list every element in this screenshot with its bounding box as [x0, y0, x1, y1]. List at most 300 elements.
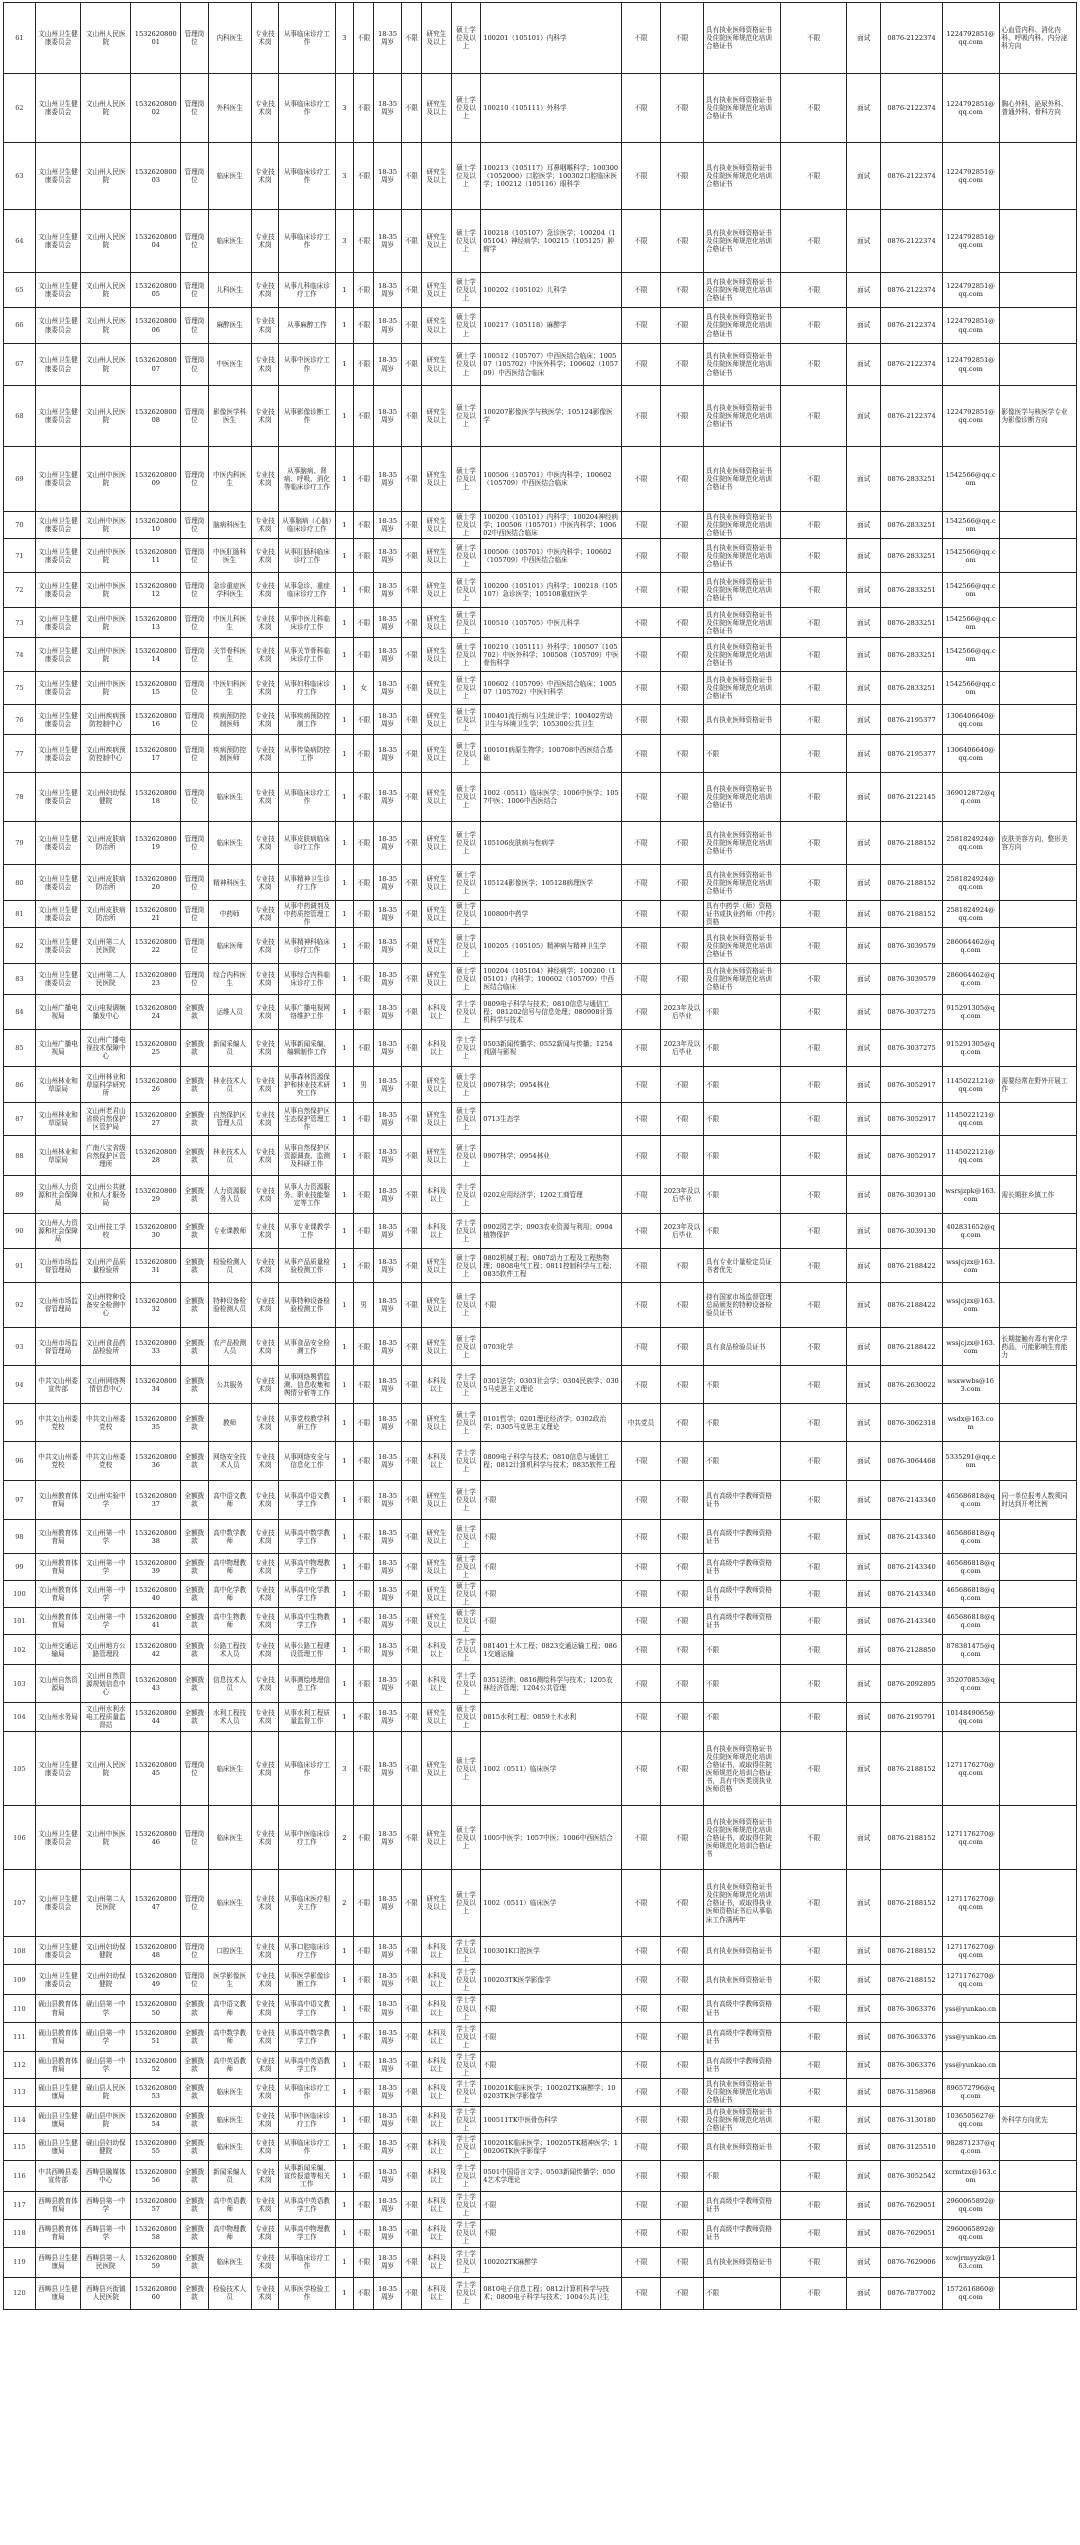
cell-headcount: 1 [335, 573, 353, 608]
cell-ethnicity: 不限 [401, 74, 421, 143]
cell-major: 100301K口腔医学 [481, 1937, 622, 1965]
cell-phone: 0876-2122374 [881, 386, 942, 447]
cell-origin: 不限 [781, 1554, 847, 1581]
cell-headcount: 1 [335, 1995, 353, 2022]
cell-duties: 从事中医临床诊疗工作 [278, 1806, 335, 1870]
cell-exam-type: 面试 [847, 928, 881, 964]
cell-row-number: 78 [4, 773, 36, 822]
cell-origin: 不限 [781, 308, 847, 344]
cell-age: 18-35周岁 [374, 1442, 401, 1481]
cell-other: 不限 [660, 901, 703, 928]
cell-gender: 不限 [353, 1870, 373, 1937]
cell-phone: 0876-2833251 [881, 672, 942, 705]
cell-gender: 不限 [353, 210, 373, 273]
cell-remarks [999, 865, 1076, 901]
cell-political-status: 不限 [622, 2277, 661, 2309]
cell-political-status: 不限 [622, 1283, 661, 1328]
cell-position-name: 教师 [208, 1404, 251, 1442]
cell-other: 不限 [660, 2219, 703, 2247]
cell-email: 1542566@qq.com [942, 512, 999, 539]
cell-department: 砚山县卫生健康局 [35, 2106, 80, 2133]
cell-other: 不限 [660, 447, 703, 512]
cell-department: 中共文山州委宣传部 [35, 1366, 80, 1404]
cell-remarks [999, 273, 1076, 308]
cell-employer: 文山州疾病预防控制中心 [81, 735, 131, 773]
cell-duties: 从事临床诊疗工作 [278, 143, 335, 210]
cell-duties: 从事特种设备检验检测工作 [278, 1283, 335, 1328]
cell-position-name: 中医妇科医生 [208, 672, 251, 705]
cell-duties: 从事精神科临床诊疗工作 [278, 928, 335, 964]
cell-age: 18-35周岁 [374, 773, 401, 822]
cell-age: 18-35周岁 [374, 539, 401, 573]
cell-position-name: 运维人员 [208, 995, 251, 1030]
cell-email: yss@yunkao.cn [942, 1995, 999, 2022]
cell-phone: 0876-2188152 [881, 822, 942, 865]
cell-position-code: 153262080028 [131, 1136, 181, 1176]
cell-row-number: 70 [4, 512, 36, 539]
cell-position-name: 疾病预防控制医师 [208, 735, 251, 773]
cell-remarks [999, 344, 1076, 386]
cell-funding-type: 全额拨款 [181, 2247, 208, 2277]
cell-position-code: 153262080034 [131, 1366, 181, 1404]
cell-email: 1145022121@qq.com [942, 1067, 999, 1103]
cell-email: xcrmtzx@163.com [942, 2160, 999, 2191]
cell-employer: 文山州第一中学 [81, 1554, 131, 1581]
cell-remarks [999, 1249, 1076, 1283]
cell-department: 文山州人力资源和社会保障局 [35, 1214, 80, 1249]
cell-position-nature: 专业技术岗 [251, 2051, 278, 2078]
cell-age: 18-35周岁 [374, 74, 401, 143]
cell-exam-type: 面试 [847, 964, 881, 995]
cell-funding-type: 全额拨款 [181, 1665, 208, 1703]
cell-ethnicity: 不限 [401, 608, 421, 638]
cell-political-status: 不限 [622, 865, 661, 901]
cell-department: 文山州教育体育局 [35, 1481, 80, 1520]
cell-email: wsxwwbs@163.com [942, 1366, 999, 1404]
cell-position-name: 高中语文教师 [208, 1481, 251, 1520]
table-row [4, 2191, 1077, 2219]
cell-headcount: 1 [335, 1249, 353, 1283]
cell-position-code: 153262080054 [131, 2106, 181, 2133]
cell-position-code: 153262080033 [131, 1328, 181, 1366]
cell-remarks [999, 447, 1076, 512]
cell-duties: 从事高中化学教学工作 [278, 1581, 335, 1608]
cell-phone: 0876-3158968 [881, 2078, 942, 2106]
cell-gender: 不限 [353, 1030, 373, 1067]
cell-gender: 不限 [353, 865, 373, 901]
cell-duties: 从事测绘地理信息工作 [278, 1665, 335, 1703]
cell-position-name: 水利工程技术人员 [208, 1703, 251, 1732]
cell-employer: 文山州人民医院 [81, 273, 131, 308]
cell-email: 1036505627@qq.com [942, 2106, 999, 2133]
cell-position-name: 高中数学教师 [208, 2022, 251, 2051]
cell-education: 研究生及以上 [422, 1283, 452, 1328]
cell-funding-type: 管理岗位 [181, 1965, 208, 1995]
cell-qualifications: 具有执业医师资格证书及住院医师规范化培训合格证书，或取得住院医师规范化培训合格证书，具有中医类别执业医师资格 [704, 1732, 781, 1806]
cell-exam-type: 面试 [847, 1030, 881, 1067]
cell-origin: 不限 [781, 143, 847, 210]
cell-duties: 从事临床诊疗工作 [278, 773, 335, 822]
cell-exam-type: 面试 [847, 672, 881, 705]
cell-position-name: 新闻采编人员 [208, 2160, 251, 2191]
cell-exam-type: 面试 [847, 74, 881, 143]
cell-email: 1145022121@qq.com [942, 1136, 999, 1176]
cell-political-status: 不限 [622, 1806, 661, 1870]
cell-political-status: 不限 [622, 1995, 661, 2022]
cell-position-nature: 专业技术岗 [251, 344, 278, 386]
cell-headcount: 1 [335, 1581, 353, 1608]
cell-major: 0902园艺学；0903农业资源与利用；0904植物保护 [481, 1214, 622, 1249]
cell-major: 100506（105701）中医内科学；100602（105709）中西医结合临床 [481, 539, 622, 573]
cell-qualifications: 不限 [704, 1067, 781, 1103]
cell-duties: 从事皮肤病临床诊疗工作 [278, 822, 335, 865]
cell-position-name: 外科医生 [208, 74, 251, 143]
cell-age: 18-35周岁 [374, 308, 401, 344]
cell-position-nature: 专业技术岗 [251, 1214, 278, 1249]
cell-headcount: 1 [335, 1283, 353, 1328]
cell-political-status: 不限 [622, 2160, 661, 2191]
cell-major: 100210（105111）外科学；100507（105702）中医外科学；100508（105709）中医骨伤科学 [481, 638, 622, 672]
cell-row-number: 66 [4, 308, 36, 344]
cell-phone: 0876-3062318 [881, 1404, 942, 1442]
cell-phone: 0876-2143340 [881, 1608, 942, 1635]
cell-other: 不限 [660, 2022, 703, 2051]
cell-position-name: 网络安全技术人员 [208, 1442, 251, 1481]
cell-degree: 学士学位及以上 [451, 2133, 481, 2160]
cell-qualifications: 不限 [704, 1665, 781, 1703]
cell-email: 1224792851@qq.com [942, 210, 999, 273]
cell-degree: 学士学位及以上 [451, 1442, 481, 1481]
cell-funding-type: 全额拨款 [181, 1703, 208, 1732]
cell-position-name: 麻醉医生 [208, 308, 251, 344]
cell-remarks [999, 638, 1076, 672]
cell-degree: 硕士学位及以上 [451, 705, 481, 735]
cell-exam-type: 面试 [847, 1870, 881, 1937]
cell-employer: 文山州第一中学 [81, 1520, 131, 1554]
cell-exam-type: 面试 [847, 773, 881, 822]
cell-education: 本科及以上 [422, 1965, 452, 1995]
cell-headcount: 1 [335, 386, 353, 447]
cell-position-code: 153262080048 [131, 1937, 181, 1965]
cell-ethnicity: 不限 [401, 573, 421, 608]
cell-position-nature: 专业技术岗 [251, 1665, 278, 1703]
cell-position-nature: 专业技术岗 [251, 386, 278, 447]
cell-exam-type: 面试 [847, 447, 881, 512]
cell-degree: 学士学位及以上 [451, 2219, 481, 2247]
cell-phone: 0876-3039130 [881, 1214, 942, 1249]
cell-remarks [999, 512, 1076, 539]
cell-gender: 不限 [353, 1995, 373, 2022]
cell-age: 18-35周岁 [374, 705, 401, 735]
cell-qualifications: 具有执业医师资格证书 [704, 1965, 781, 1995]
cell-funding-type: 管理岗位 [181, 308, 208, 344]
cell-position-code: 153262080045 [131, 1732, 181, 1806]
cell-exam-type: 面试 [847, 901, 881, 928]
cell-funding-type: 管理岗位 [181, 143, 208, 210]
cell-education: 研究生及以上 [422, 964, 452, 995]
cell-ethnicity: 不限 [401, 1283, 421, 1328]
cell-position-code: 153262080025 [131, 1030, 181, 1067]
table-row [4, 735, 1077, 773]
cell-employer: 砚山县中医医院 [81, 2106, 131, 2133]
cell-phone: 0876-3130180 [881, 2106, 942, 2133]
cell-origin: 不限 [781, 2191, 847, 2219]
cell-political-status: 不限 [622, 1176, 661, 1214]
table-row [4, 1328, 1077, 1366]
cell-position-nature: 专业技术岗 [251, 1249, 278, 1283]
cell-duties: 从事中医诊疗工作 [278, 344, 335, 386]
cell-exam-type: 面试 [847, 1937, 881, 1965]
cell-qualifications: 具有执业医师资格证书 [704, 1937, 781, 1965]
cell-degree: 硕士学位及以上 [451, 573, 481, 608]
cell-origin: 不限 [781, 1249, 847, 1283]
cell-employer: 文山州中医医院 [81, 672, 131, 705]
cell-gender: 男 [353, 1283, 373, 1328]
cell-email: 465686818@qq.com [942, 1520, 999, 1554]
cell-employer: 文山州中医医院 [81, 573, 131, 608]
cell-email: 1224792851@qq.com [942, 344, 999, 386]
cell-origin: 不限 [781, 638, 847, 672]
cell-position-nature: 专业技术岗 [251, 1732, 278, 1806]
cell-email: 1224792851@qq.com [942, 386, 999, 447]
cell-remarks [999, 2133, 1076, 2160]
cell-email: 1306406640@qq.com [942, 735, 999, 773]
cell-position-nature: 专业技术岗 [251, 1030, 278, 1067]
cell-degree: 硕士学位及以上 [451, 822, 481, 865]
cell-position-code: 153262080020 [131, 865, 181, 901]
cell-major: 100202（105102）儿科学 [481, 273, 622, 308]
cell-ethnicity: 不限 [401, 2277, 421, 2309]
cell-ethnicity: 不限 [401, 1176, 421, 1214]
cell-headcount: 1 [335, 1404, 353, 1442]
cell-gender: 不限 [353, 1608, 373, 1635]
cell-gender: 不限 [353, 1404, 373, 1442]
cell-exam-type: 面试 [847, 1442, 881, 1481]
cell-gender: 不限 [353, 1442, 373, 1481]
cell-ethnicity: 不限 [401, 1404, 421, 1442]
cell-phone: 0876-2143340 [881, 1520, 942, 1554]
cell-row-number: 69 [4, 447, 36, 512]
cell-major: 不限 [481, 1581, 622, 1608]
cell-row-number: 74 [4, 638, 36, 672]
cell-position-code: 153262080013 [131, 608, 181, 638]
cell-email: 465686818@qq.com [942, 1581, 999, 1608]
cell-qualifications: 具有执业医师资格证书及住院医师规范化培训合格证书 [704, 573, 781, 608]
cell-funding-type: 全额拨款 [181, 2191, 208, 2219]
cell-email: 465686818@qq.com [942, 1608, 999, 1635]
cell-ethnicity: 不限 [401, 735, 421, 773]
cell-headcount: 1 [335, 1214, 353, 1249]
cell-degree: 硕士学位及以上 [451, 143, 481, 210]
cell-exam-type: 面试 [847, 1136, 881, 1176]
cell-qualifications: 不限 [704, 1030, 781, 1067]
cell-remarks: 影像医学与核医学专业为影像诊断方向 [999, 386, 1076, 447]
cell-row-number: 90 [4, 1214, 36, 1249]
cell-origin: 不限 [781, 928, 847, 964]
cell-duties: 从事公路工程建设管理工作 [278, 1635, 335, 1665]
cell-phone: 0876-2188152 [881, 865, 942, 901]
cell-remarks [999, 2051, 1076, 2078]
cell-major: 100201K临床医学；100202TK麻醉学；100203TK医学影像学 [481, 2078, 622, 2106]
cell-row-number: 88 [4, 1136, 36, 1176]
cell-major: 100213（105117）耳鼻咽喉科学；100300（1052000）口腔医学；100302口腔临床医学；100212（105116）眼科学 [481, 143, 622, 210]
cell-major: 不限 [481, 1554, 622, 1581]
cell-employer: 广南八宝省级自然保护区管理所 [81, 1136, 131, 1176]
cell-degree: 硕士学位及以上 [451, 1067, 481, 1103]
cell-row-number: 105 [4, 1732, 36, 1806]
cell-ethnicity: 不限 [401, 1520, 421, 1554]
cell-headcount: 1 [335, 964, 353, 995]
table-row [4, 1214, 1077, 1249]
cell-headcount: 1 [335, 2277, 353, 2309]
cell-row-number: 120 [4, 2277, 36, 2309]
cell-gender: 不限 [353, 1136, 373, 1176]
cell-other: 不限 [660, 1608, 703, 1635]
cell-duties: 从事高中数学教学工作 [278, 1520, 335, 1554]
cell-position-name: 农产品检测人员 [208, 1328, 251, 1366]
cell-other: 不限 [660, 1366, 703, 1404]
cell-education: 研究生及以上 [422, 1703, 452, 1732]
cell-political-status: 不限 [622, 1067, 661, 1103]
cell-duties: 从事高中英语教学工作 [278, 2191, 335, 2219]
cell-political-status: 不限 [622, 1366, 661, 1404]
cell-position-nature: 专业技术岗 [251, 1404, 278, 1442]
cell-position-code: 153262080012 [131, 573, 181, 608]
cell-ethnicity: 不限 [401, 2022, 421, 2051]
cell-gender: 不限 [353, 1965, 373, 1995]
cell-row-number: 82 [4, 928, 36, 964]
table-row [4, 705, 1077, 735]
cell-gender: 不限 [353, 2133, 373, 2160]
cell-ethnicity: 不限 [401, 1030, 421, 1067]
cell-remarks: 需要经常在野外开展工作 [999, 1067, 1076, 1103]
cell-exam-type: 面试 [847, 2219, 881, 2247]
cell-other: 不限 [660, 539, 703, 573]
cell-education: 研究生及以上 [422, 143, 452, 210]
cell-row-number: 84 [4, 995, 36, 1030]
cell-position-name: 专业课教师 [208, 1214, 251, 1249]
cell-employer: 文山州人民医院 [81, 386, 131, 447]
cell-qualifications: 具有高级中学教师资格证书 [704, 2191, 781, 2219]
cell-gender: 女 [353, 672, 373, 705]
cell-other: 不限 [660, 2106, 703, 2133]
cell-major: 105106皮肤病与性病学 [481, 822, 622, 865]
cell-education: 本科及以上 [422, 2219, 452, 2247]
cell-department: 文山州卫生健康委员会 [35, 901, 80, 928]
cell-duties: 从事高中生物教学工作 [278, 1608, 335, 1635]
table-row [4, 2160, 1077, 2191]
cell-funding-type: 管理岗位 [181, 672, 208, 705]
cell-other: 不限 [660, 308, 703, 344]
cell-degree: 学士学位及以上 [451, 2078, 481, 2106]
cell-position-nature: 专业技术岗 [251, 1366, 278, 1404]
cell-duties: 从事儿科临床诊疗工作 [278, 273, 335, 308]
cell-other: 不限 [660, 344, 703, 386]
cell-degree: 硕士学位及以上 [451, 608, 481, 638]
cell-exam-type: 面试 [847, 1608, 881, 1635]
cell-headcount: 2 [335, 1806, 353, 1870]
cell-headcount: 1 [335, 1442, 353, 1481]
cell-position-code: 153262080005 [131, 273, 181, 308]
cell-major: 0809电子科学与技术；0810信息与通信工程；0812计算机科学与技术；0835软件工程 [481, 1442, 622, 1481]
cell-political-status: 不限 [622, 822, 661, 865]
cell-duties: 从事高中物理教学工作 [278, 1554, 335, 1581]
cell-other: 不限 [660, 2277, 703, 2309]
cell-age: 18-35周岁 [374, 1214, 401, 1249]
cell-exam-type: 面试 [847, 1965, 881, 1995]
cell-other: 不限 [660, 74, 703, 143]
cell-major: 0503新闻传播学；0552新闻与传播；1254戏剧与影视 [481, 1030, 622, 1067]
cell-employer: 砚山县妇幼保健院 [81, 2133, 131, 2160]
cell-remarks [999, 1136, 1076, 1176]
cell-employer: 文山州人民医院 [81, 74, 131, 143]
cell-remarks [999, 2219, 1076, 2247]
cell-political-status: 不限 [622, 386, 661, 447]
cell-gender: 不限 [353, 1366, 373, 1404]
cell-department: 文山州卫生健康委员会 [35, 1806, 80, 1870]
cell-major: 100200（105101）内科学；100218（105107）急诊医学；105108重症医学 [481, 573, 622, 608]
cell-degree: 学士学位及以上 [451, 2247, 481, 2277]
cell-remarks [999, 1283, 1076, 1328]
cell-age: 18-35周岁 [374, 2219, 401, 2247]
cell-political-status: 不限 [622, 1328, 661, 1366]
cell-headcount: 1 [335, 1665, 353, 1703]
cell-degree: 学士学位及以上 [451, 1937, 481, 1965]
cell-ethnicity: 不限 [401, 1581, 421, 1608]
cell-major: 100506（105701）中医内科学；100602（105709）中西医结合临床 [481, 447, 622, 512]
cell-education: 研究生及以上 [422, 1520, 452, 1554]
cell-ethnicity: 不限 [401, 1067, 421, 1103]
cell-duties: 从事食品安全检测工作 [278, 1328, 335, 1366]
cell-exam-type: 面试 [847, 1665, 881, 1703]
cell-gender: 不限 [353, 2106, 373, 2133]
cell-exam-type: 面试 [847, 995, 881, 1030]
cell-funding-type: 全额拨款 [181, 1554, 208, 1581]
cell-position-nature: 专业技术岗 [251, 1703, 278, 1732]
cell-remarks [999, 1103, 1076, 1136]
cell-education: 研究生及以上 [422, 735, 452, 773]
cell-position-nature: 专业技术岗 [251, 1136, 278, 1176]
cell-education: 研究生及以上 [422, 705, 452, 735]
cell-headcount: 1 [335, 928, 353, 964]
cell-funding-type: 全额拨款 [181, 1103, 208, 1136]
cell-employer: 文山州公共就业和人才服务局 [81, 1176, 131, 1214]
cell-position-nature: 专业技术岗 [251, 995, 278, 1030]
cell-education: 研究生及以上 [422, 608, 452, 638]
cell-other: 不限 [660, 2191, 703, 2219]
cell-department: 文山州卫生健康委员会 [35, 539, 80, 573]
cell-position-nature: 专业技术岗 [251, 735, 278, 773]
cell-position-code: 153262080041 [131, 1608, 181, 1635]
table-row [4, 2106, 1077, 2133]
cell-position-nature: 专业技术岗 [251, 865, 278, 901]
table-row [4, 773, 1077, 822]
cell-funding-type: 全额拨款 [181, 1067, 208, 1103]
cell-position-name: 关节骨科医生 [208, 638, 251, 672]
cell-employer: 文山州妇幼保健院 [81, 1937, 131, 1965]
cell-headcount: 1 [335, 512, 353, 539]
cell-education: 研究生及以上 [422, 1581, 452, 1608]
cell-headcount: 1 [335, 308, 353, 344]
table-row [4, 1366, 1077, 1404]
cell-other: 不限 [660, 1995, 703, 2022]
cell-headcount: 1 [335, 1176, 353, 1214]
cell-remarks [999, 1870, 1076, 1937]
cell-employer: 文山州皮肤病防治所 [81, 865, 131, 901]
cell-degree: 硕士学位及以上 [451, 1249, 481, 1283]
cell-remarks [999, 1030, 1076, 1067]
cell-duties: 从事关节骨科临床诊疗工作 [278, 638, 335, 672]
